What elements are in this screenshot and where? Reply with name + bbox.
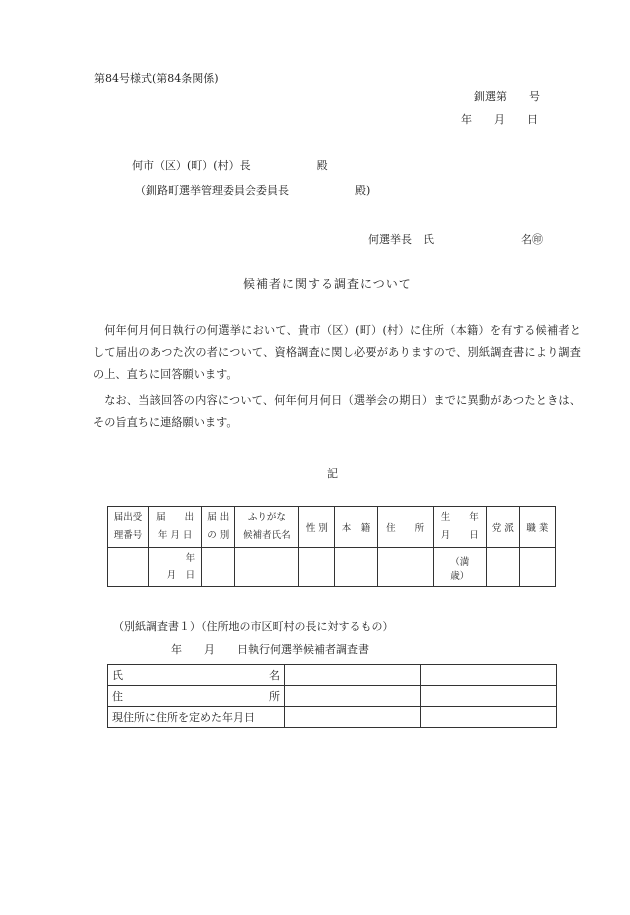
cell-filing-type xyxy=(202,548,235,587)
cell-candidate-name xyxy=(235,548,299,587)
cell-occupation xyxy=(519,548,555,587)
cell-filing-date: 年 月 日 xyxy=(149,548,202,587)
body-paragraph-2: なお、当該回答の内容について、何年何月何日（選挙会の期日）までに異動があつたときは、その旨直ちに連絡願います。 xyxy=(93,394,581,429)
survey-row-address xyxy=(108,686,557,707)
addressee-line-2: （釧路町選挙管理委員会委員長 殿) xyxy=(135,184,371,197)
attachment-subtitle: 年 月 日執行何選挙候補者調査書 xyxy=(171,643,369,656)
document-subject: 候補者に関する調査について xyxy=(243,277,412,291)
survey-value-residence-date-2 xyxy=(421,707,557,728)
candidate-table xyxy=(107,506,556,587)
header-sex: 性 別 xyxy=(299,507,335,548)
header-candidate-name: ふりがな 候補者氏名 xyxy=(235,507,299,548)
header-birthdate: 生 年 月 日 xyxy=(433,507,486,548)
survey-label-name: 氏 名 xyxy=(108,665,285,686)
cell-party xyxy=(486,548,519,587)
body-paragraph-1: 何年何月何日執行の何選挙において、貴市（区）(町）(村）に住所（本籍）を有する候補者として届出のあつた次の者について、資格調査に関し必要がありますので、別紙調査書により調査の上、直ちに回答願います。 xyxy=(93,324,581,381)
ki-heading: 記 xyxy=(327,467,338,480)
cell-receipt-number xyxy=(108,548,149,587)
header-filing-date: 届 出 年 月 日 xyxy=(149,507,202,548)
attachment-title: （別紙調査書１）（住所地の市区町村の長に対するもの） xyxy=(113,620,394,633)
header-domicile: 本 籍 xyxy=(335,507,377,548)
header-occupation: 職 業 xyxy=(519,507,555,548)
cell-sex xyxy=(299,548,335,587)
document-number: 釧選第 号 xyxy=(474,90,540,103)
survey-label-address: 住 所 xyxy=(108,686,285,707)
cell-age: （満 歳） xyxy=(433,548,486,587)
survey-table xyxy=(107,664,557,728)
header-address: 住 所 xyxy=(377,507,433,548)
header-receipt-number: 届出受 理番号 xyxy=(108,507,149,548)
survey-row-name xyxy=(108,665,557,686)
addressee-line-1: 何市（区）(町）(村）長 殿 xyxy=(132,159,328,172)
header-filing-type: 届 出 の 別 xyxy=(202,507,235,548)
survey-value-address-2 xyxy=(421,686,557,707)
survey-value-name xyxy=(285,665,421,686)
cell-domicile xyxy=(335,548,377,587)
survey-label-residence-date: 現住所に住所を定めた年月日 xyxy=(108,707,285,728)
document-date: 年 月 日 xyxy=(461,113,538,126)
candidate-table-row xyxy=(108,548,556,587)
survey-value-residence-date xyxy=(285,707,421,728)
header-party: 党 派 xyxy=(486,507,519,548)
sender-title: 何選挙長 氏 xyxy=(368,233,434,246)
candidate-table-header-row xyxy=(108,507,556,548)
survey-value-address xyxy=(285,686,421,707)
survey-row-residence-date xyxy=(108,707,557,728)
sender-seal: 名㊞ xyxy=(521,233,543,246)
cell-address xyxy=(377,548,433,587)
survey-value-name-2 xyxy=(421,665,557,686)
form-number: 第84号様式(第84条関係) xyxy=(94,72,219,85)
